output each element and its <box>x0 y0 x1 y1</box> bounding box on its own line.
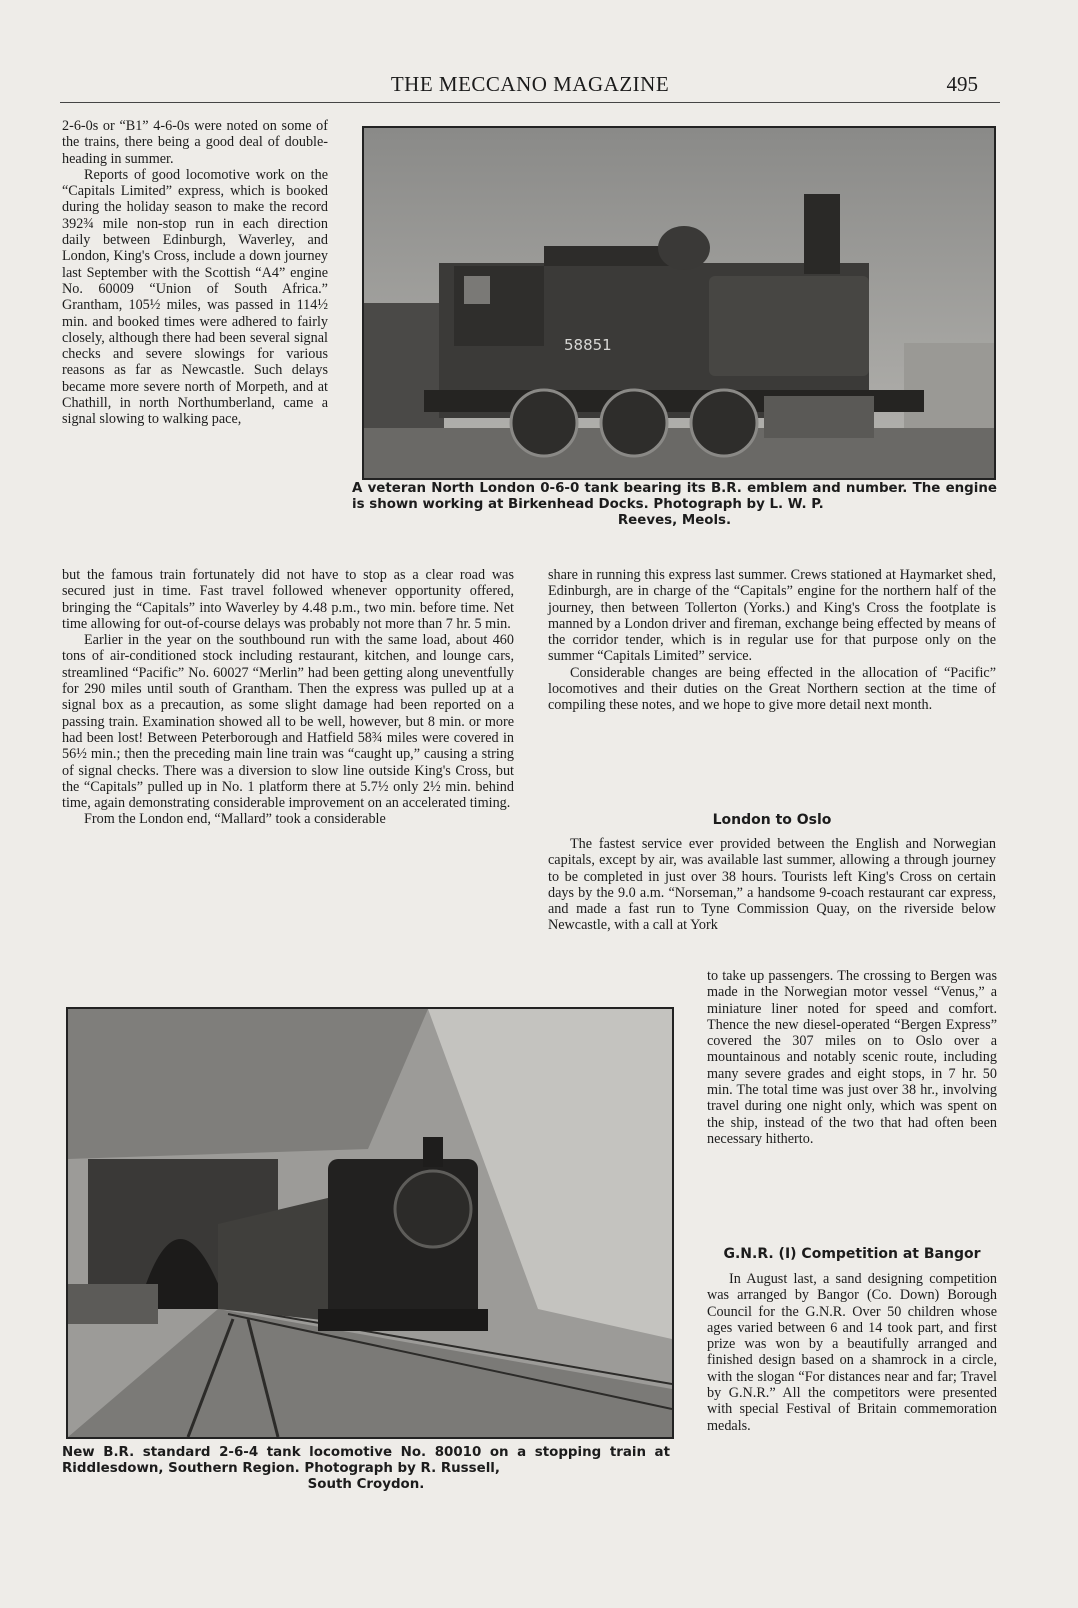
photo-tank-engine <box>362 126 996 480</box>
photo-standard-tank <box>66 1007 674 1439</box>
paragraph-share: share in running this express last summer. Crews stationed at Haymarket shed, Edinburgh, are in charge of the “Capitals” engine for the northern half of the journey, then between Tollerton (Yorks.) and King's Cross the footplate is manned by a London driver and fireman, exchange being effected by means of the corridor tender, which is in regular use for that purpose only on the summer “Capitals Limited” service. <box>548 567 996 665</box>
text-column-middle-left <box>62 567 514 828</box>
caption-top-line-3: Reeves, Meols. <box>617 513 732 528</box>
paragraph-reports-continued: but the famous train fortunately did not have to stop as a clear road was secured just in time. Fast travel followed whenever opportunity offered, bringing the “Capitals” into Waverley by 4.48 p.m., two min. before time. Net time allowing for out-of-course delays was probably not more than 7 hr. 5 min. <box>62 567 514 632</box>
text-column-middle-right <box>548 567 996 714</box>
paragraph-intro: 2-6-0s or “B1” 4-6-0s were noted on some of the trains, there being a good deal of double-heading in summer. <box>62 118 328 167</box>
text-column-bottom-right <box>707 968 997 1147</box>
caption-bottom-line-1: New B.R. standard 2-6-4 tank locomotive No. 80010 on a stopping <box>62 1445 602 1460</box>
paragraph-gnr: In August last, a sand designing competition was arranged by Bangor (Co. Down) Borough Council for the G.N.R. Over 50 children whose ages varied between 6 and 14 took part, and first prize was won by a beautifully arranged and finished design based on a shamrock in a circle, with the slogan “For distances near and far; Travel by G.N.R.” All the competitors were presented with special Festival of Britain commemoration medals. <box>707 1271 997 1434</box>
caption-bottom-line-3: South Croydon. <box>307 1477 425 1492</box>
paragraph-oslo-1: The fastest service ever provided between the English and Norwegian capitals, except by air, was available last summer, allowing a through journey to be completed in just over 38 hours. Tourists left King's Cross on certain days by the 9.0 a.m. “Norseman,” a handsome 9-coach restaurant car express, and made a fast run to Tyne Commission Quay, on the riverside below Newcastle, with a call at York <box>548 836 996 934</box>
tank-engine-illustration <box>364 128 994 478</box>
caption-top-photo <box>352 481 997 529</box>
heading-london-to-oslo: London to Oslo <box>712 812 832 828</box>
caption-top-line-2: The engine is shown working at Birkenhead Docks. Photograph by L. W. P. <box>352 481 997 512</box>
text-column-top-left <box>62 118 328 428</box>
paragraph-reports: Reports of good locomotive work on the “Capitals Limited” express, which is booked during the holiday season to make the record 392¾ mile non-stop run in each direction daily between Edinburgh, Waverley, and London, King's Cross, include a down journey last September with the Scottish “A4” engine No. 60009 “Union of South Africa.” Grantham, 105½ miles, was passed in 114½ min. and booked times were adhered to fairly closely, although there had been several signal checks and severe slowings for various reasons as far as Newcastle. Such delays became more severe north of Morpeth, and at Chathill, in north Northumberland, came a signal slowing to walking pace, <box>62 166 328 428</box>
magazine-title: THE MECCANO MAGAZINE <box>390 72 670 96</box>
text-gnr <box>707 1271 997 1434</box>
caption-top-line-1: A veteran North London 0-6-0 tank bearing its B.R. emblem and number. <box>352 481 908 496</box>
page-number: 495 <box>946 72 978 96</box>
paragraph-changes: Considerable changes are being effected in the allocation of “Pacific” locomotives and their duties on the Great Northern section at the time of compiling these notes, and we hope to give more detail next month. <box>548 664 996 714</box>
paragraph-oslo-2: to take up passengers. The crossing to Bergen was made in the Norwegian motor vessel “Venus,” a miniature liner noted for speed and comfort. Thence the new diesel-operated “Bergen Express” covered the 307 miles on to Oslo over a mountainous and notably scenic route, including many severe grades and eight stops, in 7 hr. 50 min. The total time was just over 38 hr., involving travel during one night only, which was spent on the ship, instead of the two that had often been necessary hitherto. <box>707 968 997 1147</box>
caption-bottom-photo <box>62 1445 670 1493</box>
paragraph-earlier: Earlier in the year on the southbound run with the same load, about 460 tons of air-conditioned stock including restaurant, kitchen, and lounge cars, streamlined “Pacific” No. 60027 “Merlin” had been getting along uneventfully for 290 miles until south of Grantham. Then the express was pulled up at a signal box as a precaution, as some slight damage had been reported on a passing train. Examination showed all to be well, however, but 8 min. or more had been lost! Between Peterborough and Hatfield 58¾ miles were covered in 56½ min.; then the preceding main line train was “caught up,” causing a string of signal checks. There was a diversion to slow line outside King's Cross, but the “Capitals” pulled up in No. 1 platform there at 5.7½ only 2½ min. behind time, again demonstrating considerable improvement on an accelerated timing. <box>62 632 514 812</box>
engine-number-plate: 58851 <box>564 336 612 354</box>
heading-gnr-competition: G.N.R. (I) Competition at Bangor <box>723 1246 981 1262</box>
paragraph-london-end: From the London end, “Mallard” took a considerable <box>84 811 386 828</box>
page-header <box>60 68 1000 103</box>
text-oslo-wide <box>548 836 996 934</box>
caption-bottom-line-2: train at Riddlesdown, Southern Region. Photograph by R. Russell, <box>62 1445 670 1476</box>
standard-tank-illustration <box>68 1009 672 1437</box>
